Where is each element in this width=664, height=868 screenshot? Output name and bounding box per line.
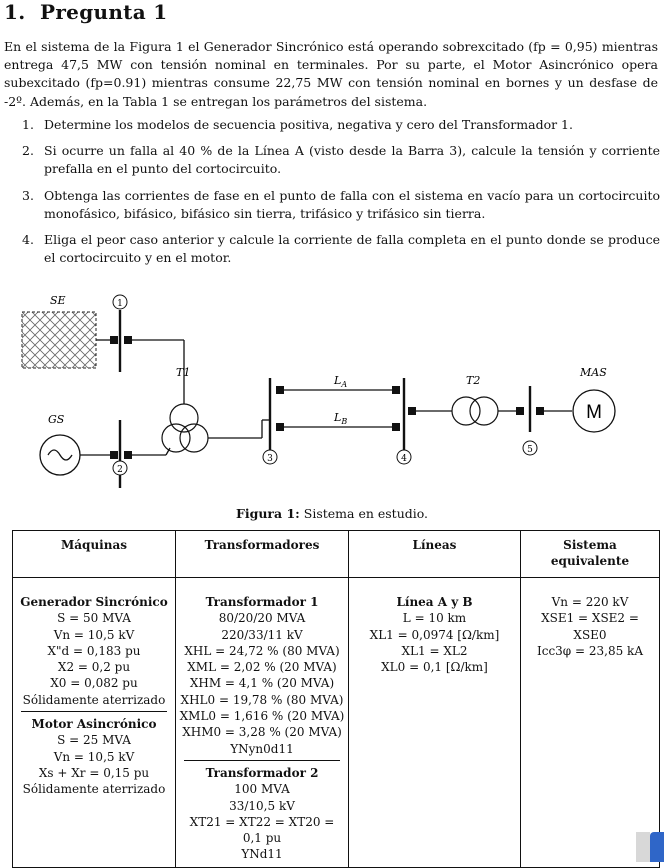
header-transformers: Transformadores	[176, 531, 349, 578]
caption-label: Figura 1:	[235, 506, 300, 521]
lines-cell: Línea A y B L = 10 km XL1 = 0,0974 [Ω/km] XL1 = XL2 XL0 = 0,1 [Ω/km]	[349, 578, 521, 868]
question-text: Obtenga las corrientes de fase en el punto de falla con el sistema en vacío para un cortocircuito monofásico, bifásico, bifásico sin tierra, trifásico y trifásico sin tierra.	[44, 187, 660, 221]
intro-paragraph: En el sistema de la Figura 1 el Generador Sincrónico está operando sobrexcitado (fp = 0,95) mientras entrega 47,5 MW con tensión nominal en terminales. Por su parte, el Motor Asincrónico opera subexcitado (fp=0.91) mientras consume 22,75 MW con tensión nominal en bornes y un desfase de -2º. Además, en la Tabla 1 se entregan los parámetros del sistema.	[4, 39, 658, 109]
t1-title: Transformador 1	[205, 595, 319, 609]
motor-title: Motor Asincrónico	[31, 717, 157, 732]
question-item: 1. Determine los modelos de secuencia positiva, negativa y cero del Transformador 1.	[22, 117, 573, 132]
generator-title: Generador Sincrónico	[20, 595, 168, 609]
machines-cell: Generador Sincrónico S = 50 MVA Vn = 10,5 kV X"d = 0,183 pu X2 = 0,2 pu X0 = 0,082 pu Sólidamente aterrizado Motor Asincrónico S = 25 MVA Vn = 10,5 kV Xs + Xr = 0,15 pu Sólidamente aterrizado	[13, 578, 176, 868]
question-text: Eliga el peor caso anterior y calcule la corriente de falla completa en el punto donde se produce el cortocircuito y en el motor.	[44, 232, 660, 266]
motor-letter: M	[586, 402, 602, 423]
bus-2-label: 2	[117, 465, 123, 475]
header-system: Sistema equivalente	[521, 531, 660, 578]
t1-label: T1	[176, 366, 191, 379]
question-list	[22, 116, 660, 275]
table-body-row	[13, 578, 660, 868]
section-number: 1.	[4, 0, 26, 24]
line-a-label: L	[334, 374, 342, 387]
bus-3-label: 3	[267, 454, 273, 464]
section-heading	[4, 0, 167, 24]
divider	[21, 711, 167, 712]
se-source-box	[22, 312, 96, 368]
question-item: 4. Eliga el peor caso anterior y calcule la corriente de falla completa en el punto donde se produce el cortocircuito y en el motor.	[22, 232, 660, 266]
gs-label: GS	[48, 413, 65, 426]
header-lines: Líneas	[349, 531, 521, 578]
line-b-sub: B	[341, 417, 348, 426]
table-header-row	[13, 531, 660, 578]
question-text: Determine los modelos de secuencia positiva, negativa y cero del Transformador 1.	[44, 117, 573, 132]
bus-5-label: 5	[527, 445, 533, 455]
system-cell: Vn = 220 kV XSE1 = XSE2 = XSE0 Icc3φ = 23,85 kA	[521, 578, 660, 868]
svg-text:LA	[333, 374, 347, 389]
se-label: SE	[50, 294, 66, 307]
line-a-sub: A	[341, 380, 348, 389]
line-title: Línea A y B	[396, 595, 473, 609]
svg-text:LB	[333, 411, 347, 426]
transformers-cell: Transformador 1 80/20/20 MVA 220/33/11 kV XHL = 24,72 % (80 MVA) XML = 2,02 % (20 MVA) XHM = 4,1 % (20 MVA) XHL0 = 19,78 % (80 MVA) XML0 = 1,616 % (20 MVA) XHM0 = 3,28 % (20 MVA) YNyn0d11 Transformador 2 100 MVA 33/10,5 kV XT21 = XT22 = XT20 = 0,1 pu YNd11	[176, 578, 349, 868]
question-text: Si ocurre un falla al 40 % de la Línea A (visto desde la Barra 3), calcule la tensión y corriente prefalla en el punto del cortocircuito.	[44, 143, 660, 177]
bus-4-label: 4	[401, 454, 407, 464]
caption-text: Sistema en estudio.	[303, 506, 429, 521]
figure-caption	[0, 506, 664, 521]
bus-1-label: 1	[117, 299, 123, 309]
divider	[184, 760, 340, 761]
system-diagram	[0, 280, 664, 490]
t2-label: T2	[466, 374, 481, 387]
t2-symbol	[452, 397, 480, 425]
section-title: Pregunta 1	[40, 0, 168, 24]
question-item: 2. Si ocurre un falla al 40 % de la Línea A (visto desde la Barra 3), calcule la tensión y corriente prefalla en el punto del cortocircuito.	[22, 143, 660, 177]
scrollbar-track	[636, 832, 650, 862]
header-machines: Máquinas	[13, 531, 176, 578]
floating-action-button[interactable]	[650, 832, 664, 862]
parameters-table	[12, 530, 660, 868]
mas-label: MAS	[580, 366, 607, 379]
line-b-label: L	[334, 411, 342, 424]
t2-title: Transformador 2	[205, 765, 319, 780]
question-item: 3. Obtenga las corrientes de fase en el punto de falla con el sistema en vacío para un cortocircuito monofásico, bifásico, bifásico sin tierra, trifásico y trifásico sin tierra.	[22, 187, 660, 221]
